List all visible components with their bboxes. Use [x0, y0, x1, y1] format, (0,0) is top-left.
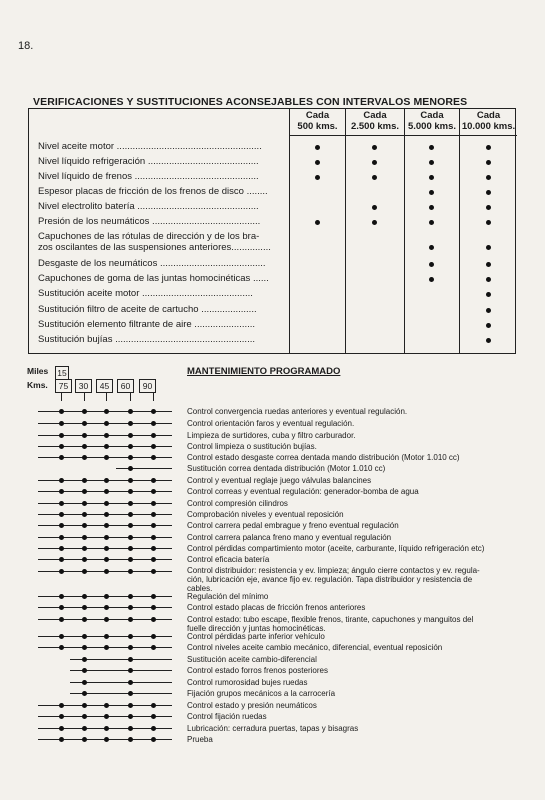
schedule-dot	[151, 512, 156, 517]
schedule-dot	[151, 489, 156, 494]
kms-box: 75	[55, 379, 72, 393]
schedule-dot	[59, 478, 64, 483]
maintenance-item: Control rumorosidad bujes ruedas	[187, 678, 308, 687]
schedule-dot	[104, 501, 109, 506]
schedule-dot	[128, 433, 133, 438]
schedule-dot	[151, 737, 156, 742]
maintenance-item: Regulación del mínimo	[187, 592, 269, 601]
schedule-dot	[59, 714, 64, 719]
maintenance-item: Control estado desgaste correa dentada mando distribución (Motor 1.010 cc)	[187, 453, 460, 462]
maintenance-item-cont: cables.	[187, 584, 213, 593]
schedule-dot	[128, 444, 133, 449]
schedule-dot	[151, 617, 156, 622]
column-tick	[61, 393, 62, 401]
schedule-dot	[151, 557, 156, 562]
schedule-dot	[82, 512, 87, 517]
schedule-dot	[104, 569, 109, 574]
schedule-dot	[59, 433, 64, 438]
schedule-dot	[128, 657, 133, 662]
schedule-dot	[128, 546, 133, 551]
schedule-dot	[104, 489, 109, 494]
schedule-dot	[82, 444, 87, 449]
schedule-dot	[104, 617, 109, 622]
column-header-line1: Cada	[420, 110, 444, 121]
schedule-dot	[151, 726, 156, 731]
schedule-dot	[82, 594, 87, 599]
schedule-dot	[128, 680, 133, 685]
miles-box: 15	[55, 366, 69, 380]
table-row-label: Nivel líquido de frenos ...............................................	[38, 171, 259, 182]
maintenance-item: Control pérdidas parte inferior vehículo	[187, 632, 325, 641]
maintenance-title: MANTENIMIENTO PROGRAMADO	[187, 366, 341, 377]
interval-dot	[315, 160, 320, 165]
schedule-dot	[82, 668, 87, 673]
maintenance-item: Control convergencia ruedas anteriores y eventual regulación.	[187, 407, 408, 416]
schedule-dot	[128, 512, 133, 517]
schedule-dot	[82, 645, 87, 650]
schedule-dot	[128, 634, 133, 639]
schedule-dot	[128, 737, 133, 742]
schedule-dot	[151, 594, 156, 599]
kms-box: 30	[75, 379, 92, 393]
schedule-dot	[82, 523, 87, 528]
column-header-line2: 10.000 kms.	[461, 120, 516, 132]
column-header-line1: Cada	[363, 110, 387, 121]
schedule-dot	[82, 634, 87, 639]
schedule-dot	[151, 645, 156, 650]
schedule-dot	[128, 594, 133, 599]
schedule-dot	[104, 421, 109, 426]
table-row-label: Desgaste de los neumáticos ........................................	[38, 258, 266, 269]
interval-dot	[486, 190, 491, 195]
interval-dot	[486, 245, 491, 250]
schedule-dot	[151, 535, 156, 540]
maintenance-item: Control pérdidas compartimiento motor (aceite, carburante, líquido refrigeración etc)	[187, 544, 485, 553]
interval-dot	[429, 160, 434, 165]
maintenance-item: Limpieza de surtidores, cuba y filtro carburador.	[187, 431, 356, 440]
kms-label: Kms.	[27, 380, 48, 390]
schedule-dot	[82, 680, 87, 685]
interval-dot	[429, 262, 434, 267]
schedule-dot	[59, 737, 64, 742]
schedule-dot	[128, 569, 133, 574]
schedule-dot	[82, 409, 87, 414]
interval-dot	[486, 292, 491, 297]
schedule-dot	[104, 455, 109, 460]
schedule-dot	[59, 605, 64, 610]
schedule-dot	[82, 489, 87, 494]
interval-dot	[315, 220, 320, 225]
table-row-label: Sustitución elemento filtrante de aire .......................	[38, 319, 256, 330]
column-header-line1: Cada	[305, 110, 330, 121]
schedule-dot	[128, 478, 133, 483]
interval-dot	[372, 220, 377, 225]
interval-dot	[486, 262, 491, 267]
maintenance-item: Control orientación faros y eventual regulación.	[187, 419, 355, 428]
maintenance-item-cont: ción, lubricación eje, avance fijo ev. regulación. Tapa distribuidor y resistencia de	[187, 575, 473, 584]
interval-dot	[486, 338, 491, 343]
table-row-label: Nivel líquido refrigeración ..........................................	[38, 156, 259, 167]
schedule-dot	[151, 546, 156, 551]
interval-dot	[429, 175, 434, 180]
schedule-dot	[59, 703, 64, 708]
schedule-dot	[104, 645, 109, 650]
schedule-dot	[104, 634, 109, 639]
interval-dot	[486, 175, 491, 180]
schedule-dot	[59, 557, 64, 562]
section-title: VERIFICACIONES Y SUSTITUCIONES ACONSEJABLES CON INTERVALOS MENORES	[33, 96, 468, 108]
interval-dot	[429, 205, 434, 210]
schedule-dot	[59, 523, 64, 528]
maintenance-item: Lubricación: cerradura puertas, tapas y bisagras	[187, 724, 359, 733]
schedule-dot	[151, 421, 156, 426]
schedule-dot	[82, 535, 87, 540]
column-header-line2: 2.500 kms.	[350, 120, 400, 132]
schedule-dot	[104, 557, 109, 562]
column-header-line1: Cada	[476, 110, 501, 121]
interval-dot	[429, 145, 434, 150]
maintenance-item: Control estado y presión neumáticos	[187, 701, 317, 710]
miles-label: Miles	[27, 366, 49, 376]
schedule-dot	[128, 501, 133, 506]
schedule-dot	[82, 433, 87, 438]
maintenance-item: Control carrera pedal embrague y freno eventual regulación	[187, 521, 399, 530]
schedule-dot	[59, 501, 64, 506]
schedule-dot	[82, 714, 87, 719]
maintenance-item: Sustitución aceite cambio-diferencial	[187, 655, 317, 664]
schedule-line	[116, 468, 172, 469]
schedule-dot	[104, 444, 109, 449]
column-tick	[130, 393, 131, 401]
schedule-dot	[104, 714, 109, 719]
kms-box: 45	[96, 379, 113, 393]
schedule-dot	[104, 605, 109, 610]
schedule-dot	[128, 605, 133, 610]
schedule-dot	[128, 703, 133, 708]
schedule-dot	[151, 523, 156, 528]
maintenance-item: Control distribuidor: resistencia y ev. limpieza; ángulo cierre contactos y ev. regula-	[187, 566, 480, 575]
maintenance-item: Control carrera palanca freno mano y eventual regulación	[187, 533, 392, 542]
interval-dot	[486, 277, 491, 282]
kms-box: 60	[117, 379, 134, 393]
maintenance-item: Control correas y eventual regulación: generador-bomba de agua	[187, 487, 419, 496]
schedule-dot	[128, 714, 133, 719]
column-separator	[404, 136, 405, 353]
schedule-dot	[151, 444, 156, 449]
schedule-dot	[104, 523, 109, 528]
maintenance-item-cont: fuelle dirección y juntas homocinéticas.	[187, 624, 326, 633]
interval-dot	[372, 175, 377, 180]
table-row-label: Espesor placas de fricción de los frenos de disco ........	[38, 186, 268, 197]
schedule-dot	[82, 546, 87, 551]
interval-dot	[486, 308, 491, 313]
schedule-dot	[82, 557, 87, 562]
page-number: 18.	[18, 40, 34, 52]
schedule-dot	[104, 737, 109, 742]
interval-dot	[486, 205, 491, 210]
schedule-dot	[151, 478, 156, 483]
schedule-dot	[59, 645, 64, 650]
interval-dot	[486, 145, 491, 150]
schedule-dot	[59, 726, 64, 731]
schedule-dot	[104, 535, 109, 540]
maintenance-item: Control limpieza o sustitución bujías.	[187, 442, 317, 451]
maintenance-item: Comprobación niveles y eventual reposición	[187, 510, 344, 519]
schedule-dot	[151, 433, 156, 438]
schedule-dot	[104, 703, 109, 708]
maintenance-item: Control estado placas de fricción frenos anteriores	[187, 603, 366, 612]
intervals-table	[28, 108, 516, 354]
schedule-dot	[59, 634, 64, 639]
interval-dot	[372, 205, 377, 210]
schedule-dot	[82, 691, 87, 696]
interval-dot	[486, 323, 491, 328]
table-row-label-cont: zos oscilantes de las suspensiones anteriores...............	[38, 242, 271, 253]
schedule-dot	[128, 691, 133, 696]
schedule-dot	[59, 444, 64, 449]
schedule-dot	[128, 726, 133, 731]
kms-box: 90	[139, 379, 156, 393]
schedule-dot	[59, 594, 64, 599]
interval-dot	[429, 190, 434, 195]
schedule-dot	[151, 634, 156, 639]
schedule-dot	[128, 535, 133, 540]
interval-dot	[372, 160, 377, 165]
maintenance-item: Sustitución correa dentada distribución (Motor 1.010 cc)	[187, 464, 386, 473]
schedule-dot	[128, 557, 133, 562]
schedule-dot	[59, 512, 64, 517]
maintenance-item: Control y eventual reglaje juego válvulas balancines	[187, 476, 372, 485]
schedule-dot	[128, 617, 133, 622]
schedule-dot	[151, 455, 156, 460]
schedule-dot	[82, 657, 87, 662]
schedule-dot	[59, 421, 64, 426]
column-separator	[289, 136, 290, 353]
schedule-dot	[82, 605, 87, 610]
schedule-dot	[128, 645, 133, 650]
schedule-dot	[151, 605, 156, 610]
column-separator	[345, 136, 346, 353]
column-header	[459, 109, 517, 136]
schedule-dot	[128, 668, 133, 673]
schedule-dot	[82, 455, 87, 460]
schedule-dot	[151, 501, 156, 506]
schedule-dot	[59, 569, 64, 574]
schedule-dot	[151, 569, 156, 574]
schedule-dot	[128, 455, 133, 460]
schedule-dot	[128, 523, 133, 528]
table-row-label: Sustitución bujías .....................................................	[38, 334, 255, 345]
column-header-line2: 5.000 kms.	[407, 120, 457, 132]
maintenance-item: Control estado forros frenos posteriores	[187, 666, 328, 675]
schedule-dot	[82, 726, 87, 731]
schedule-dot	[82, 478, 87, 483]
table-row-label: Sustitución filtro de aceite de cartucho .....................	[38, 304, 257, 315]
interval-dot	[429, 220, 434, 225]
schedule-dot	[128, 466, 133, 471]
schedule-dot	[82, 569, 87, 574]
schedule-dot	[59, 489, 64, 494]
schedule-dot	[82, 501, 87, 506]
maintenance-item: Control estado: tubo escape, flexible frenos, tirante, capuchones y manguitos del	[187, 615, 474, 624]
interval-dot	[315, 145, 320, 150]
maintenance-item: Prueba	[187, 735, 213, 744]
table-row-label: Nivel electrolito batería ..............................................	[38, 201, 259, 212]
column-tick	[106, 393, 107, 401]
maintenance-item: Control compresión cilindros	[187, 499, 288, 508]
maintenance-item: Control fijación ruedas	[187, 712, 267, 721]
schedule-dot	[104, 726, 109, 731]
schedule-dot	[104, 409, 109, 414]
schedule-dot	[82, 703, 87, 708]
schedule-dot	[82, 421, 87, 426]
interval-dot	[486, 220, 491, 225]
column-header	[345, 109, 404, 136]
schedule-dot	[151, 409, 156, 414]
column-header-line2: 500 kms.	[297, 120, 338, 132]
interval-dot	[372, 145, 377, 150]
table-row-label: Sustitución aceite motor ..........................................	[38, 288, 253, 299]
interval-dot	[486, 160, 491, 165]
schedule-dot	[151, 703, 156, 708]
interval-dot	[429, 245, 434, 250]
schedule-dot	[104, 478, 109, 483]
schedule-dot	[59, 455, 64, 460]
table-row-label: Presión de los neumáticos .........................................	[38, 216, 261, 227]
schedule-dot	[82, 737, 87, 742]
interval-dot	[315, 175, 320, 180]
schedule-dot	[59, 409, 64, 414]
schedule-dot	[104, 594, 109, 599]
schedule-dot	[128, 421, 133, 426]
table-row-label: Capuchones de goma de las juntas homocinéticas ......	[38, 273, 269, 284]
schedule-dot	[128, 409, 133, 414]
schedule-dot	[128, 489, 133, 494]
schedule-dot	[59, 535, 64, 540]
maintenance-item: Control niveles aceite cambio mecánico, diferencial, eventual reposición	[187, 643, 443, 652]
schedule-dot	[104, 546, 109, 551]
maintenance-item: Control eficacia batería	[187, 555, 270, 564]
schedule-dot	[104, 512, 109, 517]
table-row-label: Capuchones de las rótulas de dirección y de los bra-	[38, 231, 260, 242]
maintenance-item: Fijación grupos mecánicos a la carrocería	[187, 689, 336, 698]
interval-dot	[429, 277, 434, 282]
schedule-dot	[59, 617, 64, 622]
schedule-dot	[59, 546, 64, 551]
column-header	[404, 109, 459, 136]
schedule-dot	[82, 617, 87, 622]
column-tick	[153, 393, 154, 401]
column-separator	[459, 136, 460, 353]
table-row-label: Nivel aceite motor .......................................................	[38, 141, 262, 152]
column-header	[289, 109, 345, 136]
column-tick	[84, 393, 85, 401]
schedule-dot	[104, 433, 109, 438]
schedule-dot	[151, 714, 156, 719]
